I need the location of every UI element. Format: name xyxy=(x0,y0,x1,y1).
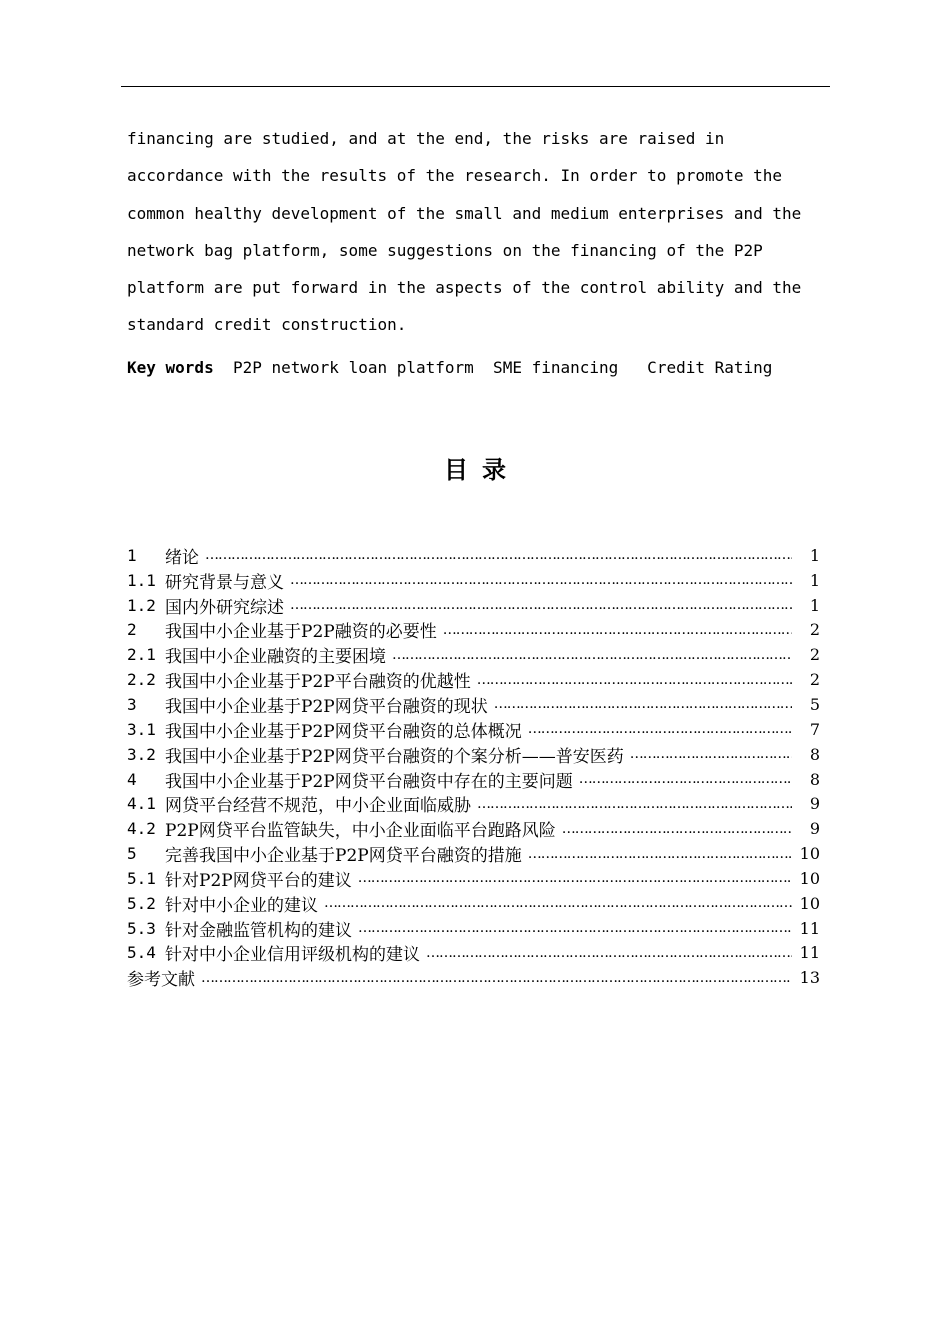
toc-entry-title: 研究背景与意义 xyxy=(165,572,284,593)
toc-entry-page: 2 xyxy=(809,670,820,690)
toc-entry-number: 4 xyxy=(127,769,137,789)
toc-entry-page: 11 xyxy=(799,943,820,963)
toc-entry[interactable] xyxy=(127,816,820,841)
keywords-label: Key words xyxy=(127,358,214,377)
toc-entry[interactable] xyxy=(127,941,820,966)
toc-entry-page: 5 xyxy=(809,694,820,714)
toc-entry-number: 5.1 xyxy=(127,868,156,888)
toc-leader xyxy=(358,870,792,886)
toc-entry-page: 13 xyxy=(799,968,820,988)
toc-entry-title: 参考文献 xyxy=(127,970,195,991)
toc-entry-number: 5.2 xyxy=(127,893,156,913)
toc-entry-number: 1.2 xyxy=(127,595,156,615)
abstract-line: standard credit construction. xyxy=(127,315,407,335)
keywords-text: P2P network loan platform SME financing Credit Rating xyxy=(232,358,773,377)
toc-entry[interactable] xyxy=(127,742,820,767)
abstract-line: common healthy development of the small and medium enterprises and the xyxy=(127,203,802,223)
toc-entry-title: 我国中小企业基于P2P网贷平台融资的个案分析——普安医药 xyxy=(165,746,624,767)
toc-entry-page: 2 xyxy=(809,620,820,640)
toc-leader xyxy=(528,846,792,862)
toc-entry-page: 8 xyxy=(809,769,820,789)
toc-entry-page: 9 xyxy=(809,794,820,814)
abstract-line: network bag platform, some suggestions on the financing of the P2P xyxy=(127,240,763,260)
toc-entry-title: 网贷平台经营不规范，中小企业面临威胁 xyxy=(165,796,471,817)
toc-entry-title: 我国中小企业融资的主要困境 xyxy=(165,647,386,668)
toc-entry-number: 3 xyxy=(127,694,137,714)
toc-entry-title: 我国中小企业基于P2P网贷平台融资的总体概况 xyxy=(165,721,522,742)
toc-entry-title: P2P网贷平台监管缺失，中小企业面临平台跑路风险 xyxy=(165,821,556,842)
toc-entry-title: 针对中小企业的建议 xyxy=(165,895,318,916)
toc-leader xyxy=(290,572,792,588)
toc-entry[interactable] xyxy=(127,568,820,593)
toc-leader xyxy=(477,672,792,688)
toc-entry[interactable] xyxy=(127,593,820,618)
toc-leader xyxy=(290,597,792,613)
toc-leader xyxy=(477,796,792,812)
keywords xyxy=(127,358,772,377)
toc-entry-number: 2 xyxy=(127,620,137,640)
toc-entry-title: 绪论 xyxy=(165,547,199,568)
toc-leader xyxy=(358,920,792,936)
header-rule xyxy=(121,86,830,87)
toc-leader xyxy=(392,647,792,663)
toc-entry-page: 10 xyxy=(799,893,820,913)
toc-leader xyxy=(494,696,792,712)
toc-entry-page: 7 xyxy=(809,719,820,739)
toc-entry-number: 3.1 xyxy=(127,719,156,739)
toc-leader xyxy=(426,945,792,961)
toc-entry-title: 针对P2P网贷平台的建议 xyxy=(165,870,352,891)
toc-entry-title: 我国中小企业基于P2P网贷平台融资的现状 xyxy=(165,696,488,717)
toc-entry-page: 2 xyxy=(809,645,820,665)
toc-entry-page: 10 xyxy=(799,844,820,864)
toc-entry[interactable] xyxy=(127,916,820,941)
toc-entry[interactable] xyxy=(127,841,820,866)
toc-entry-number: 5 xyxy=(127,844,137,864)
toc-entry[interactable] xyxy=(127,767,820,792)
toc-entry-title: 我国中小企业基于P2P平台融资的优越性 xyxy=(165,672,471,693)
toc-entry-number: 5.4 xyxy=(127,943,156,963)
abstract-line: platform are put forward in the aspects of the control ability and the xyxy=(127,278,802,298)
toc-entry[interactable] xyxy=(127,618,820,643)
toc-entry-number: 4.1 xyxy=(127,794,156,814)
toc-entry-title: 我国中小企业基于P2P网贷平台融资中存在的主要问题 xyxy=(165,771,573,792)
toc-entry-title: 国内外研究综述 xyxy=(165,597,284,618)
toc-entry-number: 3.2 xyxy=(127,744,156,764)
toc-entry-title: 我国中小企业基于P2P融资的必要性 xyxy=(165,622,437,643)
toc-entry-page: 1 xyxy=(809,595,820,615)
toc-leader xyxy=(201,970,792,986)
toc-entry-number: 2.1 xyxy=(127,645,156,665)
toc-leader xyxy=(324,895,792,911)
toc-entry[interactable] xyxy=(127,692,820,717)
toc-entry-title: 针对中小企业信用评级机构的建议 xyxy=(165,945,420,966)
abstract-text xyxy=(127,120,827,344)
toc-entry-number: 1 xyxy=(127,545,137,565)
toc-entry-title: 完善我国中小企业基于P2P网贷平台融资的措施 xyxy=(165,846,522,867)
toc-entry-page: 1 xyxy=(809,545,820,565)
toc-entry-page: 11 xyxy=(799,918,820,938)
toc-entry[interactable] xyxy=(127,717,820,742)
toc-leader xyxy=(528,721,792,737)
toc-entry-number: 5.3 xyxy=(127,918,156,938)
toc-leader xyxy=(630,746,792,762)
toc-leader xyxy=(562,821,792,837)
toc-entry-number: 1.1 xyxy=(127,570,156,590)
toc-entry-title: 针对金融监管机构的建议 xyxy=(165,920,352,941)
abstract-line: financing are studied, and at the end, the risks are raised in xyxy=(127,129,725,148)
toc-title: 目录 xyxy=(444,456,520,484)
table-of-contents xyxy=(127,543,820,990)
toc-entry-page: 8 xyxy=(809,744,820,764)
toc-leader xyxy=(205,547,792,563)
toc-entry-page: 9 xyxy=(809,819,820,839)
toc-entry[interactable] xyxy=(127,667,820,692)
toc-entry[interactable] xyxy=(127,543,820,568)
toc-leader xyxy=(579,771,792,787)
toc-entry[interactable] xyxy=(127,791,820,816)
abstract-line: accordance with the results of the research. In order to promote the xyxy=(127,166,783,186)
toc-entry[interactable] xyxy=(127,866,820,891)
toc-entry-page: 1 xyxy=(809,570,820,590)
toc-entry[interactable] xyxy=(127,642,820,667)
toc-entry-number: 2.2 xyxy=(127,670,156,690)
toc-leader xyxy=(443,622,792,638)
toc-entry-page: 10 xyxy=(799,868,820,888)
toc-entry-references[interactable] xyxy=(127,965,820,990)
toc-entry[interactable] xyxy=(127,891,820,916)
toc-entry-number: 4.2 xyxy=(127,819,156,839)
